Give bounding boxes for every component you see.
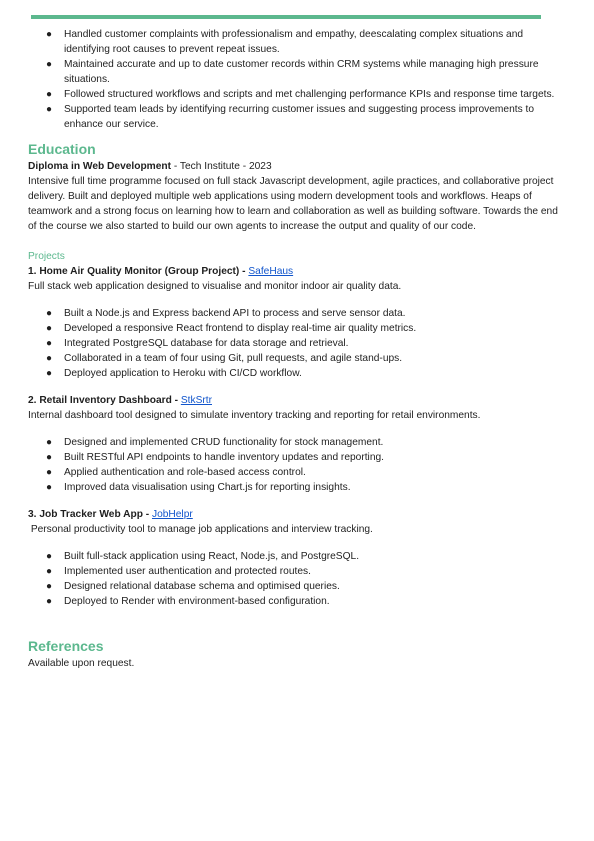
degree-meta: - Tech Institute - 2023 (171, 161, 272, 172)
list-item: ● Deployed to Render with environment-based configuration. (46, 596, 330, 607)
project-title: 1. Home Air Quality Monitor (Group Project) - SafeHaus (28, 266, 294, 277)
project-bullet-list (28, 549, 568, 609)
education-heading: Education (28, 141, 96, 157)
list-item: ● Followed structured workflows and scripts and met challenging performance KPIs and response time targets. (46, 89, 555, 100)
list-item: ● Built full-stack application using React, Node.js, and PostgreSQL. (46, 551, 360, 562)
bullet-icon: ● (46, 368, 53, 379)
project-bullet-list (28, 306, 568, 381)
project-link-jobhelpr[interactable]: JobHelpr (151, 509, 193, 520)
project-summary: Internal dashboard tool designed to simulate inventory tracking and reporting for retail environments. (28, 410, 481, 421)
list-item: ● Maintained accurate and up to date customer records within CRM systems while managing high pressure situations. (46, 59, 539, 85)
list-item: ● Developed a responsive React frontend to display real-time air quality metrics. (46, 323, 417, 334)
list-item: ● Implemented user authentication and protected routes. (46, 566, 311, 577)
project-title: 3. Job Tracker Web App - JobHelpr (28, 509, 193, 520)
bullet-icon: ● (46, 437, 53, 448)
project-title: 2. Retail Inventory Dashboard - StkSrtr (28, 395, 212, 406)
projects-heading: Projects (28, 251, 65, 262)
bullet-icon: ● (46, 59, 53, 70)
list-item: ● Built RESTful API endpoints to handle inventory updates and reporting. (46, 452, 384, 463)
list-item: ● Handled customer complaints with professionalism and empathy, deescalating complex situations and identifying root causes to prevent repeat issues. (46, 29, 524, 55)
list-item: ● Improved data visualisation using Chart.js for reporting insights. (46, 482, 351, 493)
bullet-icon: ● (46, 308, 53, 319)
bullet-icon: ● (46, 353, 53, 364)
references-text: Available upon request. (28, 658, 135, 669)
header-divider (31, 15, 541, 19)
bullet-icon: ● (46, 104, 53, 115)
project-summary: Personal productivity tool to manage job applications and interview tracking. (28, 524, 373, 535)
list-item: ● Applied authentication and role-based access control. (46, 467, 306, 478)
references-heading: References (28, 638, 104, 654)
list-item: ● Integrated PostgreSQL database for data storage and retrieval. (46, 338, 349, 349)
list-item: ● Designed relational database schema and optimised queries. (46, 581, 340, 592)
education-entry (28, 159, 568, 174)
degree-title: Diploma in Web Development (28, 161, 172, 172)
bullet-icon: ● (46, 482, 53, 493)
education-description: Intensive full time programme focused on full stack Javascript development, agile practices, and collaborative project delivery. Built and deployed multiple web applications using modern development tools and workflows. Heaps of teamwork and a strong focus on learning how to learn and collaboration as well as building software. Towards the end of the course we also started to build our own agents to increase the output and quality of our code. (28, 176, 558, 232)
list-item: ● Built a Node.js and Express backend API to process and serve sensor data. (46, 308, 406, 319)
experience-bullet-list (28, 27, 568, 132)
project-summary: Full stack web application designed to visualise and monitor indoor air quality data. (28, 281, 402, 292)
bullet-icon: ● (46, 467, 53, 478)
list-item: ● Designed and implemented CRUD functionality for stock management. (46, 437, 384, 448)
resume-page (28, 27, 568, 671)
project-link-safehaus[interactable]: SafeHaus (248, 266, 294, 277)
bullet-icon: ● (46, 596, 53, 607)
bullet-icon: ● (46, 338, 53, 349)
bullet-icon: ● (46, 89, 53, 100)
project-link-stksrtr[interactable]: StkSrtr (180, 395, 212, 406)
bullet-icon: ● (46, 566, 53, 577)
bullet-icon: ● (46, 551, 53, 562)
bullet-icon: ● (46, 452, 53, 463)
bullet-icon: ● (46, 581, 53, 592)
bullet-icon: ● (46, 29, 53, 40)
project-bullet-list (28, 435, 568, 495)
list-item: ● Deployed application to Heroku with CI/CD workflow. (46, 368, 302, 379)
list-item: ● Collaborated in a team of four using Git, pull requests, and agile stand-ups. (46, 353, 403, 364)
list-item: ● Supported team leads by identifying recurring customer issues and suggesting process improvements to enhance our service. (46, 104, 534, 130)
bullet-icon: ● (46, 323, 53, 334)
